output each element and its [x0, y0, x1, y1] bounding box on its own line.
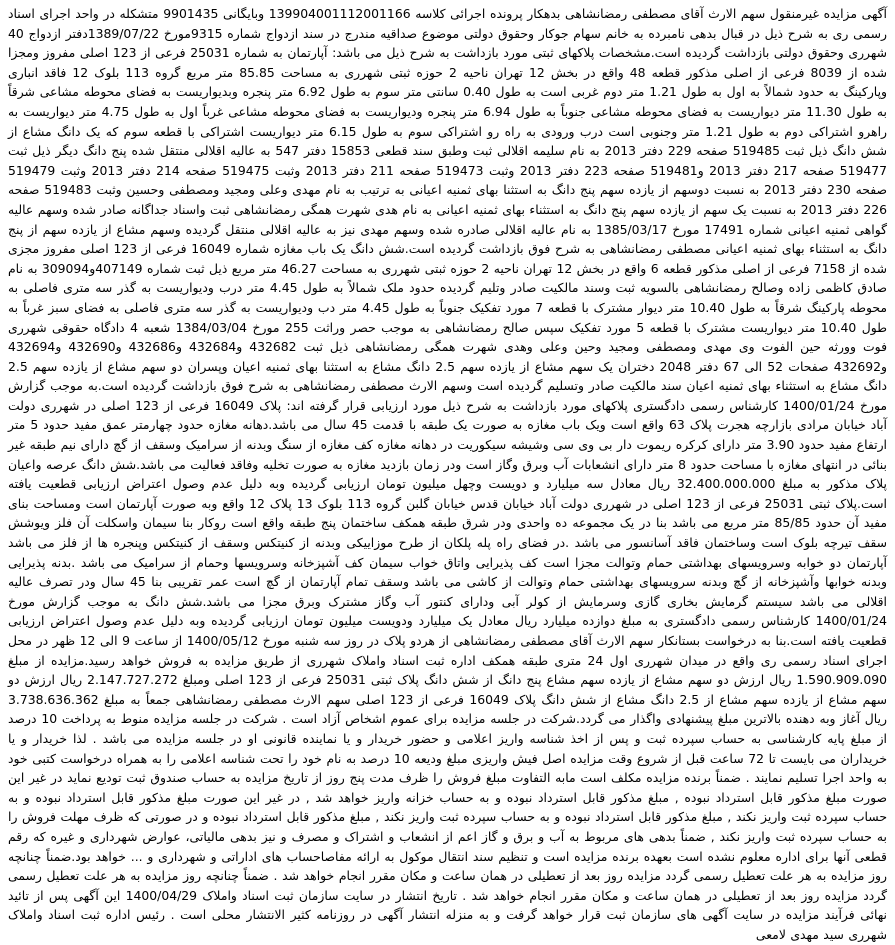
auction-notice-text: آگهی مزایده غیرمنقول سهم الارث آقای مصطفی رمضانشاهی بدهکار پرونده اجرائی کلاسه 139904001112001166 وبایگانی 9901435 متشکله در واحد اجرای اسناد رسمی ری به شرح ذیل در قبال بدهی نامبرده به خانم سهام جوکار وحقوق دولتی موضوع صداقیه مندرج در سند ازدواج شماره 9315مورخ 1389/07/22دفتر ازدواج 40 شهرری وحقوق دولتی بازداشت گردیده است.مشخصات پلاکهای ثبتی مورد بازداشت به شرح ذیل می باشد: آپارتمان به شماره 25031 فرعی از 123 اصلی مفروز ومجزا شده از 8039 فرعی از اصلی مذکور قطعه 48 واقع در بخش 12 تهران ناحیه 2 حوزه ثبتی شهرری به مساحت 85.85 متر مربع گروه 113 بلوک 12 فاقد انباری وپارکینگ به حدود شمالاً به اول به طول 1.21 متر دوم غربی است به طول 0.40 سانتی متر سوم به طول 6.92 متر پنجره وبدیواریست به فضای محوطه مشاعی شرقاً به طول 11.30 متر دیواریست به فضای محوطه مشاعی جنوباً به طول 6.94 متر پنجره ودیواریست به فضای محوطه مشاعی غرباً اول به طول 4.75 متر دیواریست به راهرو اشتراکی دوم به طول 1.21 متر وجنوبی است درب ورودی به راه رو اشتراکی سوم به طول 6.15 متر دیواریست اشتراکی با قطعه سوم که یک دانگ مشاع از شش دانگ ذیل ثبت 519485 صفحه 229 دفتر 2013 به نام سلیمه اقلالی ثبت وطبق سند قطعی 15853 دفتر 547 به عالیه اقلالی منتقل شده پنج دانگ دیگر ذیل ثبت 519477 صفحه 217 دفتر 2013 و519481 صفحه 223 دفتر 2013 وثبت 519473 صفحه 211 دفتر 2013 وثبت 519475 صفحه 214 دفتر 2013 وثبت 519479 صفحه 230 دفتر 2013 به نسبت دوسهم از یازده سهم پنج دانگ به استثنا بهای ثمنیه اعیانی به ترتیب به نام مهدی وعلی ومجید ومصطفی وحسین وثبت 519483 صفحه 226 دفتر 2013 به نسبت یک سهم از یازده سهم پنج دانگ به استثناء بهای ثمنیه اعیانی به نام هدی شهرت همگی رمضانشاهی ثبت واسناد جداگانه صادر شده وسهم عالیه گواهی ثمنیه اعیانی شماره 17491 مورخ 1385/03/17 به نام عالیه اقلالی صادره شده وسهم مهدی نیز به عالیه اقلالی منتقل گردیده وسهم مشاع از یازده سهم از پنج دانگ به استثناء بهای ثمنیه اعیانی مصطفی رمضانشاهی به شرح فوق بازداشت گردیده است.شش دانگ یک باب مغازه شماره 16049 فرعی از 123 اصلی مفروز مجزی شده از 7158 فرعی از اصلی مذکور قطعه 6 واقع در بخش 12 تهران ناحیه 2 حوزه ثبتی شهرری به مساحت 46.27 متر مربع ذیل ثبت شماره 407149و309094 به نام صادق کاظمی زاده وصالح رمضانشاهی بالسویه ثبت وسند مالکیت صادر وتلیم گردیده حدود ملک شمالاً به طول 4.45 متر درب ودیواریست به گذر سه متری فاصلی به محوطه پارکینگ شرقاً به طول 10.40 متر دیوار مشترک با قطعه 7 مورد تفکیک جنوباً به طول 4.45 متر دب ودیواریست به گذر سه متری فاصلی به فضای سبز غرباً به طول 10.40 متر دیواریست مشترک با قطعه 5 مورد تفکیک سپس صالح رمضانشاهی به موجب حصر وراثت 255 مورخ 1384/03/04 شعبه 4 دادگاه حقوقی شهرری فوت وورثه حین الفوت وی مهدی ومصطفی ومجید وحین وعلی وهدی شهرت همگی رمضانشاهی ذیل ثبت 432682 و432684 و432686 و432690 و432694 و432692 صفحات 52 الی 67 دفتر 2048 دختران یک سهم مشاع از یازده سهم 2.5 دانگ مشاع به استثنا بهای ثمنیه اعیان وپسران دو سهم مشاع از یازده سهم 2.5 دانگ مشاع به استثناء بهای ثمنیه اعیان سند مالکیت صادر وتسلیم گردیده است وسهم الارث مصطفی رمضانشاهی به شرح فوق بازداشت گردیده است.به موجب گزارش مورخ 1400/01/24 کارشناس رسمی دادگستری پلاکهای مورد بازداشت به شرح ذیل مورد ارزیابی قرار گرفته اند: پلاک 16049 فرعی از 123 اصلی در شهرری دولت آباد خیابان مرادی بازارچه هجرت پلاک 63 واقع است ویک باب مغازه به صورت یک طبقه با قدمت 45 سال می باشد.دهانه مغازه حدود چهارمتر عمق مفید حدود 5 متر ارتفاع مفید حدود 3.90 متر دارای کرکره ریموت دار بی وی سی وشیشه سیکوریت در دهانه مغازه کف مغازه از سنگ وبدنه از سرامیک وسقف از گچ دارای نیم طبقه غیر بنائی در انتهای مغازه با مساحت حدود 8 متر دارای انشعابات آب وبرق وگاز است ودر زمان بازدید مغازه به صورت تخلیه وفاقد فعالیت می باشد.شش دانگ عرصه واعیان پلاک مذکور به مبلغ 32.400.000.000 ریال معادل سه میلیارد و دویست وچهل میلیون تومان ارزیابی گردیده وبه دلیل عدم وصول اعتراض ارزیابی قطعیت یافته است.پلاک ثبتی 25031 فرعی از 123 اصلی در شهرری دولت آباد خیابان قدس خیابان گلبن گروه 113 بلوک 13 پلاک 12 واقع وبه صورت آپارتمان است ومساحت بنای مفید آن حدود 85/85 متر مربع می باشد بنا در یک مجموعه ده واحدی ودر شرق طبقه همکف ساختمان پنج طبقه واقع است روکار بنا سیمان واسکلت آن فلز ویوشش سقف تیرچه بلوک است وساختمان فاقد آسانسور می باشد .در فضای راه پله پلکان از طرح موزاییکی وبدنه از کنیتکس وسقف از کنیتکس وپنجره ها از فلز می باشد آپارتمان دو خوابه وسرویسهای بهداشتی حمام وتوالت مجزا است کف پذیرایی واتاق خواب سیمان کف آشپزخانه وسرویسها وحمام از سرامیک می باشد .بدنه پذیرایی وبدنه خوابها وآشپزخانه از گچ وبدنه سرویسهای بهداشتی حمام وتوالت از کاشی می باشد وسقف تمام آپارتمان از گچ است عمر تقریبی بنا 45 سال ودر تصرف عالیه اقلالی می باشد سیستم گرمایش بخاری گازی وسرمایش از کولر آبی ودارای کنتور آب وگاز مشترک وبرق مجزا می باشد.شش دانگ به موجب گزارش مورخ 1400/01/24 کارشناس رسمی دادگستری به مبلغ دوازده میلیارد ریال معادل یک میلیارد ودویست میلیون تومان ارزیابی گردیده وبه دلیل عدم وصول اعتراض ارزیابی قطعیت یافته است.بنا به درخواست بستانکار سهم الارث آقای مصطفی رمضانشاهی از هردو پلاک در روز سه شنبه مورخ 1400/05/12 از ساعت 9 الی 12 ظهر در محل اجرای اسناد رسمی ری واقع در میدان شهرری اول 24 متری طبقه همکف اداره ثبت اسناد واملاک شهرری از طریق مزایده به فروش خواهد رسید.مزایده از مبلغ 1.590.909.090 ریال ارزش دو سهم مشاع از یازده سهم مشاع پنج دانگ از شش دانگ پلاک ثبتی 25031 فرعی از 123 اصلی ومبلغ 2.147.727.272 ریال ارزش دو سهم مشاع از یازده سهم مشاع از 2.5 دانگ مشاع از شش دانگ پلاک 16049 فرعی از 123 اصلی سهم الارث مصطفی رمضانشاهی جمعاً به مبلغ 3.738.636.362 ریال آغاز وبه دهنده بالاترین مبلغ پیشنهادی واگذار می گردد.شرکت در جلسه مزایده برای عموم اشخاص آزاد است . شرکت در جلسه مزایده منوط به پرداخت 10 درصد از مبلغ پایه کارشناسی به حساب سپرده ثبت و پس از اخذ شناسه واریز اعلامی و حضور خریدار و یا نماینده قانونی او در جلسه مزایده می باشد . لذا خریدار و یا خریداران می بایست تا 72 ساعت قبل از شروع وقت مزایده اصل فیش واریزی مبلغ ودیعه 10 درصد به نام خود را تحت شناسه اعلامی را به همراه درخواست کتبی خود به واحد اجرا تسلیم نمایند . ضمناً برنده مزایده مکلف است مابه التفاوت مبلغ فروش را ظرف مدت پنج روز از تاریخ مزایده به حساب صندوق ثبت تودیع نماید در غیر این صورت مبلغ مذکور قابل استرداد نبوده , مبلغ مذکور قابل استرداد نبوده و به حساب خزانه واریز خواهد شد , در غیر این صورت مبلغ مذکور قابل استرداد نبوده و به حساب سپرده ثبت واریز نکند , مبلغ مذکور قابل استرداد نبوده و به حساب سپرده ثبت واریز نکند , مبلغ مذکور قابل استرداد نبوده و در صورتی که ظرف مهلت فروش را به حساب سپرده ثبت واریز نکند , ضمناً بدهی های مربوط به آب و برق و گاز اعم از انشعاب و اشتراک و مصرف و نیز بدهی مالیاتی، عوارض شهرداری و غیره که رقم قطعی آنها برای اداره معلوم نشده است بعهده برنده مزایده است و تنظیم سند انتقال موکول به ارائه مفاصاحساب های اداراتی و شهرداری و ... خواهد بود.ضمناً چنانچه روز مزایده به هر علت تعطیل رسمی گردد مزایده روز بعد از تعطیلی در همان ساعت و مکان مقرر انجام خواهد شد . ضمناً چنانچه روز مزایده به هر علت تعطیل رسمی گردد مزایده روز بعد از تعطیلی در همان ساعت و مکان مقرر انجام خواهد شد . تاریخ انتشار در سایت سازمان ثبت اسناد واملاک 1400/04/29 این آگهی پس از تائید نهائی فرآیند مزایده در سایت آگهی های سازمان ثبت قرار خواهد گرفت و به منزله انتشار آگهی در روزنامه کثیر الانتشار محلی است . رئیس اداره ثبت اسناد واملاک شهرری سید مهدی لامعی: [8, 6, 888, 942]
